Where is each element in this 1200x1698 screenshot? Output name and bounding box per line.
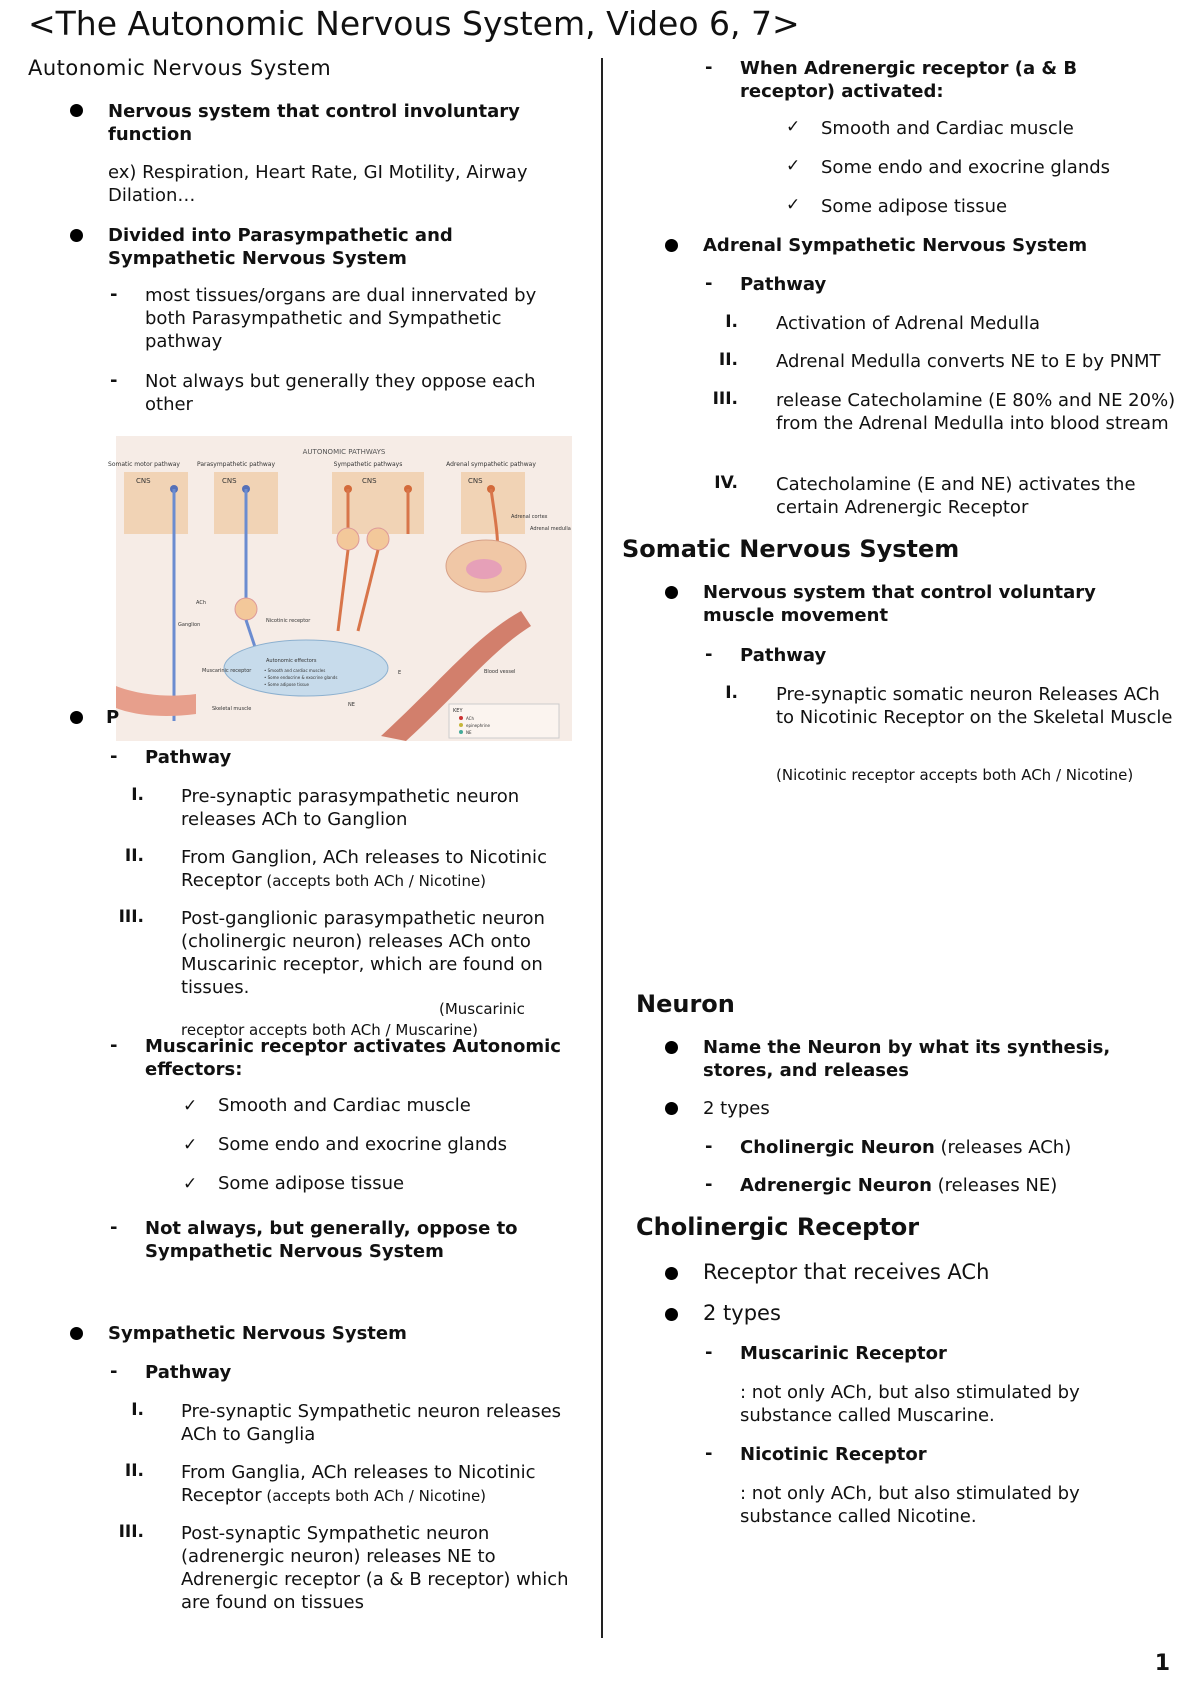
page-title: <The Autonomic Nervous System, Video 6, 7> xyxy=(28,4,800,43)
bullet-icon xyxy=(70,711,83,724)
adr-effector-item: Some adipose tissue xyxy=(821,196,1008,217)
bullet-icon xyxy=(665,586,678,599)
roman-numeral: III. xyxy=(712,389,738,409)
section-heading-autonomic: Autonomic Nervous System xyxy=(28,56,332,80)
adrenal-step-1: Activation of Adrenal Medulla xyxy=(776,313,1041,334)
cns-box xyxy=(332,472,424,534)
para-step-3-note: (Muscarinic receptor accepts both ACh / Muscarine) xyxy=(181,1000,525,1039)
neuron-types-bullet: 2 types xyxy=(703,1098,770,1119)
somatic-pathway-label: Pathway xyxy=(740,645,827,666)
dash-icon: - xyxy=(110,1361,118,1382)
symp-step-1: Pre-synaptic Sympathetic neuron releases ACh to Ganglia xyxy=(181,1401,562,1445)
adrenal-sympathetic-heading: Adrenal Sympathetic Nervous System xyxy=(703,235,1088,256)
roman-numeral: I. xyxy=(725,683,738,703)
figure-col-adrenal: Adrenal sympathetic pathway xyxy=(446,461,536,468)
cns-label: CNS xyxy=(136,477,151,485)
figure-col-somatic: Somatic motor pathway xyxy=(108,461,180,468)
key-item: epinephrine xyxy=(466,723,490,728)
e-label: E xyxy=(398,670,402,676)
neuron-heading: Neuron xyxy=(636,990,735,1018)
effector-item: • Some adipose tissue xyxy=(264,682,309,687)
cns-label: CNS xyxy=(362,477,377,485)
page-number: 1 xyxy=(1154,1651,1170,1676)
dash-icon: - xyxy=(110,746,118,767)
symp-pathway-label: Pathway xyxy=(145,1362,232,1383)
cns-box xyxy=(124,472,188,534)
adr-effector-item: Smooth and Cardiac muscle xyxy=(821,118,1074,139)
bullet-icon xyxy=(665,1041,678,1054)
blood-vessel-label: Blood vessel xyxy=(484,669,516,675)
somatic-step-1: Pre-synaptic somatic neuron Releases ACh to Nicotinic Receptor on the Skeletal Muscle xyxy=(776,684,1173,728)
dash-icon: - xyxy=(705,1136,713,1157)
nicotinic-label: Nicotinic receptor xyxy=(266,618,311,624)
dash-icon: - xyxy=(110,1217,118,1238)
bullet-icon xyxy=(665,1267,678,1280)
dash-icon: - xyxy=(705,1443,713,1464)
para-step-1: Pre-synaptic parasympathetic neuron releases ACh to Ganglion xyxy=(181,786,520,830)
figure-col-para: Parasympathetic pathway xyxy=(196,461,276,468)
skeletal-muscle-label: Skeletal muscle xyxy=(212,706,252,712)
effector-item: • Smooth and cardiac muscles xyxy=(264,668,326,673)
figure-key-title: KEY xyxy=(453,708,463,714)
bullet-icon xyxy=(665,1102,678,1115)
dash-icon: - xyxy=(110,1035,118,1056)
bullet-icon xyxy=(70,1327,83,1340)
para-step-3: Post-ganglionic parasympathetic neuron (cholinergic neuron) releases ACh onto Muscarinic receptor, which are found on tissues. xyxy=(181,908,545,998)
sympathetic-heading: Sympathetic Nervous System xyxy=(108,1323,407,1344)
roman-numeral: III. xyxy=(118,907,144,927)
ganglion xyxy=(367,528,389,550)
muscarinic-receptor-desc: : not only ACh, but also stimulated by substance called Muscarine. xyxy=(740,1382,1080,1426)
somatic-note: (Nicotinic receptor accepts both ACh / Nicotine) xyxy=(776,766,1134,784)
adrenergic-activated-heading: When Adrenergic receptor (a & B receptor) activated: xyxy=(740,58,1078,102)
effectors-label: Autonomic effectors xyxy=(266,658,317,664)
musc-effector-item: Some adipose tissue xyxy=(218,1173,405,1194)
muscarinic-activates-heading: Muscarinic receptor activates Autonomic effectors: xyxy=(145,1036,561,1080)
ganglion xyxy=(337,528,359,550)
autonomic-pathways-figure xyxy=(108,436,572,741)
example-text: ex) Respiration, Heart Rate, GI Motility, Airway Dilation… xyxy=(108,162,528,206)
dash-icon: - xyxy=(705,273,713,294)
musc-effector-item: Some endo and exocrine glands xyxy=(218,1134,508,1155)
adrenal-cortex-label: Adrenal cortex xyxy=(511,514,548,520)
effector-item: • Some endocrine & exocrine glands xyxy=(264,675,338,680)
dash-icon: - xyxy=(705,644,713,665)
adrenal-step-2: Adrenal Medulla converts NE to E by PNMT xyxy=(776,351,1161,372)
cns-label: CNS xyxy=(222,477,237,485)
roman-numeral: IV. xyxy=(714,473,738,493)
symp-step-2: From Ganglia, ACh releases to Nicotinic Receptor (accepts both ACh / Nicotine) xyxy=(181,1462,536,1506)
not-always-text: Not always, but generally, oppose to Sympathetic Nervous System xyxy=(145,1218,518,1262)
dash-icon: - xyxy=(705,1174,713,1195)
key-swatch xyxy=(459,716,463,720)
bullet-icon xyxy=(70,229,83,242)
figure-title: AUTONOMIC PATHWAYS xyxy=(302,448,386,456)
adrenal-step-3: release Catecholamine (E 80% and NE 20%) from the Adrenal Medulla into blood stream xyxy=(776,390,1176,434)
parasympathetic-bullet-initial: P xyxy=(106,707,120,728)
key-swatch xyxy=(459,723,463,727)
oppose-text: Not always but generally they oppose each other xyxy=(145,371,536,415)
roman-numeral: I. xyxy=(131,785,144,805)
receptor-types-bullet: 2 types xyxy=(703,1301,781,1325)
roman-numeral: I. xyxy=(131,1400,144,1420)
dash-icon: - xyxy=(705,1342,713,1363)
ne-label: NE xyxy=(348,702,355,708)
checkmark-icon: ✓ xyxy=(183,1135,198,1155)
key-swatch xyxy=(459,730,463,734)
receives-ach-bullet: Receptor that receives ACh xyxy=(703,1260,990,1284)
adrenal-pathway-label: Pathway xyxy=(740,274,827,295)
adrenal-medulla-shape xyxy=(466,559,502,579)
dash-icon: - xyxy=(110,370,118,391)
cholinergic-neuron-item: Cholinergic Neuron (releases ACh) xyxy=(740,1137,1072,1158)
roman-numeral: III. xyxy=(118,1522,144,1542)
ganglion-label: Ganglion xyxy=(178,622,201,628)
adrenal-step-4: Catecholamine (E and NE) activates the certain Adrenergic Receptor xyxy=(776,474,1136,518)
adrenergic-neuron-item: Adrenergic Neuron (releases NE) xyxy=(740,1175,1058,1196)
muscarinic-label: Muscarinic receptor xyxy=(202,668,252,674)
key-item: ACh xyxy=(466,716,474,721)
para-step-2: From Ganglion, ACh releases to Nicotinic Receptor (accepts both ACh / Nicotine) xyxy=(181,847,547,891)
roman-numeral: II. xyxy=(124,846,144,866)
roman-numeral: I. xyxy=(725,312,738,332)
figure-col-symp: Sympathetic pathways xyxy=(333,461,403,468)
neuron-naming-bullet: Name the Neuron by what its synthesis, stores, and releases xyxy=(703,1037,1111,1081)
muscarinic-receptor-label: Muscarinic Receptor xyxy=(740,1343,947,1364)
somatic-heading: Somatic Nervous System xyxy=(622,535,960,563)
key-item: NE xyxy=(466,730,472,735)
roman-numeral: II. xyxy=(718,350,738,370)
dual-innervated-text: most tissues/organs are dual innervated by both Parasympathetic and Sympathetic pathway xyxy=(145,285,537,352)
nicotinic-receptor-desc: : not only ACh, but also stimulated by substance called Nicotine. xyxy=(740,1483,1080,1527)
cns-label: CNS xyxy=(468,477,483,485)
bullet-divided: Divided into Parasympathetic and Sympathetic Nervous System xyxy=(108,225,453,269)
bullet-icon xyxy=(70,104,83,117)
bullet-icon xyxy=(665,1308,678,1321)
ach-label: ACh xyxy=(196,600,206,606)
bullet-involuntary: Nervous system that control involuntary function xyxy=(108,101,520,145)
dash-icon: - xyxy=(705,57,713,78)
adrenal-medulla-label: Adrenal medulla xyxy=(530,526,571,532)
ganglion xyxy=(235,598,257,620)
bullet-icon xyxy=(665,239,678,252)
checkmark-icon: ✓ xyxy=(786,195,801,215)
column-divider xyxy=(601,58,603,1638)
checkmark-icon: ✓ xyxy=(786,156,801,176)
roman-numeral: II. xyxy=(124,1461,144,1481)
checkmark-icon: ✓ xyxy=(786,117,801,137)
adr-effector-item: Some endo and exocrine glands xyxy=(821,157,1111,178)
musc-effector-item: Smooth and Cardiac muscle xyxy=(218,1095,471,1116)
somatic-bullet: Nervous system that control voluntary muscle movement xyxy=(703,582,1096,626)
nicotinic-receptor-label: Nicotinic Receptor xyxy=(740,1444,927,1465)
para-pathway-label: Pathway xyxy=(145,747,232,768)
checkmark-icon: ✓ xyxy=(183,1096,198,1116)
dash-icon: - xyxy=(110,284,118,305)
symp-step-3: Post-synaptic Sympathetic neuron (adrenergic neuron) releases NE to Adrenergic receptor (a & B receptor) which are found on tissues xyxy=(181,1523,569,1613)
cholinergic-receptor-heading: Cholinergic Receptor xyxy=(636,1213,920,1241)
checkmark-icon: ✓ xyxy=(183,1174,198,1194)
